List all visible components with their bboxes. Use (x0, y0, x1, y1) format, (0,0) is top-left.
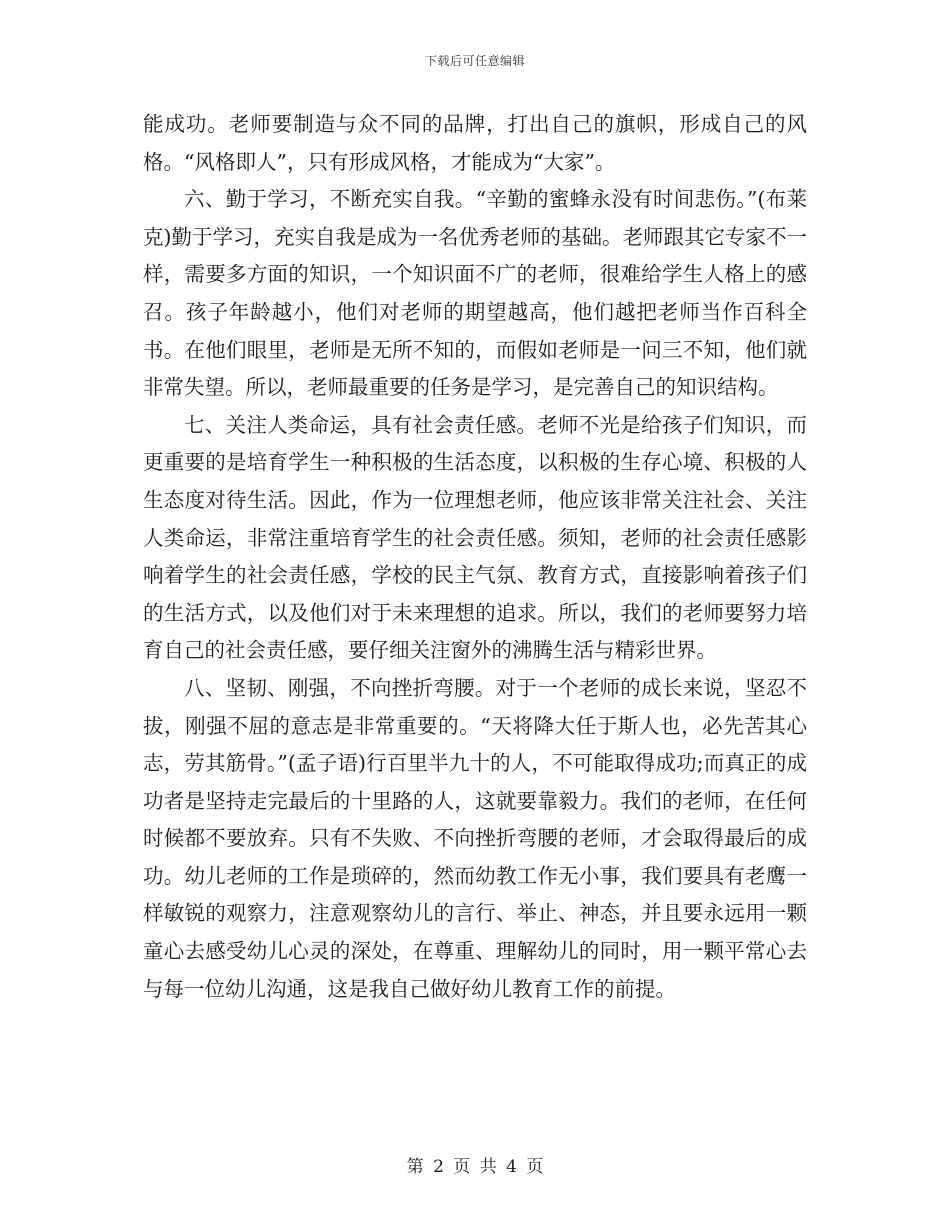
paragraph-section-eight: 八、坚韧、刚强，不向挫折弯腰。对于一个老师的成长来说，坚忍不拔，刚强不屈的意志是非常重要的。“天将降大任于斯人也，必先苦其心志，劳其筋骨。”(孟子语)行百里半九十的人，不可能取得成功;而真正的成功者是坚持走完最后的十里路的人，这就要靠毅力。我们的老师，在任何时候都不要放弃。只有不失败、不向挫折弯腰的老师，才会取得最后的成功。幼儿老师的工作是琐碎的，然而幼教工作无小事，我们要具有老鹰一样敏锐的观察力，注意观察幼儿的言行、举止、神态，并且要永远用一颗童心去感受幼儿心灵的深处，在尊重、理解幼儿的同时，用一颗平常心去与每一位幼儿沟通，这是我自己做好幼儿教育工作的前提。 (143, 675, 807, 1001)
document-body (143, 106, 807, 1008)
paragraph-section-seven: 七、关注人类命运，具有社会责任感。老师不光是给孩子们知识，而更重要的是培育学生一种积极的生活态度，以积极的生存心境、积极的人生态度对待生活。因此，作为一位理想老师，他应该非常关注社会、关注人类命运，非常注重培育学生的社会责任感。须知，老师的社会责任感影响着学生的社会责任感，学校的民主气氛、教育方式，直接影响着孩子们的生活方式，以及他们对于未来理想的追求。所以，我们的老师要努力培育自己的社会责任感，要仔细关注窗外的沸腾生活与精彩世界。 (143, 412, 807, 663)
paragraph-continuation: 能成功。老师要制造与众不同的品牌，打出自己的旗帜，形成自己的风格。“风格即人”，只有形成风格，才能成为“大家”。 (143, 112, 807, 174)
page-header: 下载后可任意编辑 (424, 54, 525, 68)
page-footer: 第 2 页 共 4 页 (406, 1157, 544, 1177)
paragraph-section-six: 六、勤于学习，不断充实自我。“辛勤的蜜蜂永没有时间悲伤。”(布莱克)勤于学习，充实自我是成为一名优秀老师的基础。老师跟其它专家不一样，需要多方面的知识，一个知识面不广的老师，很难给学生人格上的感召。孩子年龄越小，他们对老师的期望越高，他们越把老师当作百科全书。在他们眼里，老师是无所不知的，而假如老师是一问三不知，他们就非常失望。所以，老师最重要的任务是学习，是完善自己的知识结构。 (143, 187, 807, 400)
